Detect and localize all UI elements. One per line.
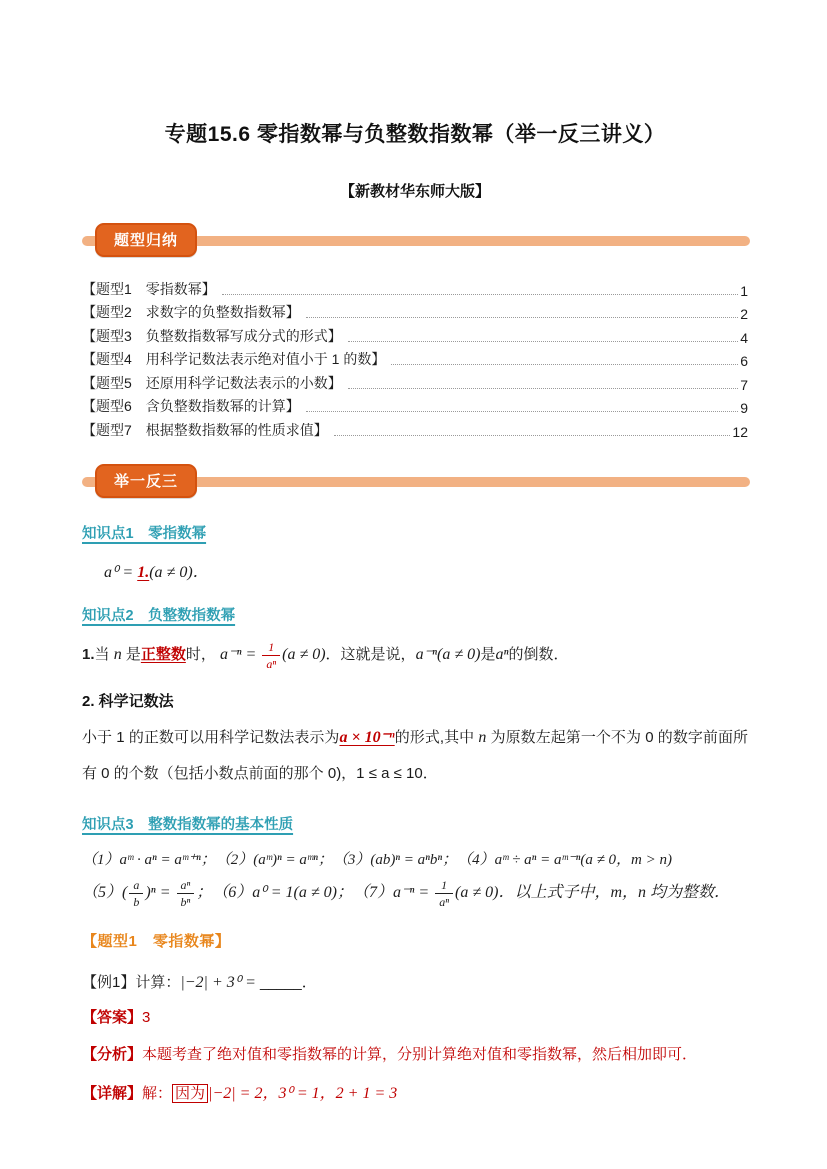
answer-line: [82, 1006, 748, 1027]
example-period: ．: [301, 974, 317, 992]
toc-entry-label: 【题型6 含负整数指数幂的计算】: [82, 398, 300, 414]
toc-entry-label: 【题型3 负整数指数幂写成分式的形式】: [82, 327, 342, 344]
kp3-properties-line-2: [82, 879, 748, 908]
section-banner-practice: [82, 464, 748, 498]
sci-text: 的形式,其中: [394, 728, 479, 746]
kp2-text: 是: [121, 645, 141, 663]
example-label: 【例1】: [82, 974, 136, 992]
sci-formula-highlight: a × 10⁻ⁿ: [339, 728, 395, 746]
kp2-var-an: aⁿ: [495, 645, 509, 663]
answer-blank: _____: [259, 974, 302, 992]
toc-dot-leader: [334, 435, 731, 436]
toc-dot-leader: [391, 364, 738, 365]
kp2-formula-lhs: a⁻ⁿ =: [220, 645, 261, 663]
kp3-fraction-1an: [435, 879, 453, 908]
table-of-contents: [82, 277, 748, 442]
kp3-text: )ⁿ =: [145, 884, 175, 902]
toc-entry-7[interactable]: [82, 418, 748, 442]
answer-label: 【答案】: [82, 1009, 143, 1027]
toc-entry-1[interactable]: [82, 277, 748, 301]
toc-entry-5[interactable]: [82, 371, 748, 395]
analysis-label: 【分析】: [82, 1046, 143, 1064]
kp2-rule-line: [82, 641, 748, 670]
page-title: 专题15.6 零指数幂与负整数指数幂（举一反三讲义）: [164, 123, 666, 146]
kp2-positive-integer-highlight: 正整数: [140, 645, 186, 663]
example-1-line: [82, 971, 748, 992]
knowledge-point-1-heading: 知识点1 零指数幂: [82, 525, 207, 542]
analysis-text: 本题考查了绝对值和零指数幂的计算，分别计算绝对值和零指数幂，然后相加即可．: [142, 1046, 698, 1064]
fraction-numerator: 1: [435, 879, 453, 894]
kp2-formula-repeat: a⁻ⁿ(a ≠ 0): [415, 645, 481, 663]
fraction-denominator: bⁿ: [180, 895, 191, 910]
knowledge-point-2-heading: 知识点2 负整数指数幂: [82, 607, 236, 624]
kp2-text: ．这就是说，: [325, 645, 416, 663]
toc-entry-6[interactable]: [82, 395, 748, 419]
kp3-text: （5）(: [82, 884, 128, 902]
toc-page-number: 1: [740, 282, 748, 299]
detail-label: 【详解】: [82, 1085, 143, 1103]
fraction-denominator: aⁿ: [266, 656, 277, 671]
type-summary-badge: 题型归纳: [95, 223, 197, 257]
toc-page-number: 12: [732, 423, 748, 440]
fraction-numerator: a: [129, 879, 143, 894]
toc-dot-leader: [348, 341, 738, 342]
example-text: 计算：: [135, 974, 181, 992]
scientific-notation-paragraph: [82, 719, 748, 792]
kp2-text: 当: [94, 645, 114, 663]
toc-page-number: 2: [740, 306, 748, 322]
detail-text: 解：: [142, 1085, 173, 1103]
toc-dot-leader: [222, 294, 738, 295]
kp2-var-n: n: [113, 645, 122, 663]
kp1-formula-lhs: a⁰ =: [104, 563, 138, 581]
toc-dot-leader: [306, 411, 738, 412]
toc-page-number: 9: [740, 400, 748, 416]
page-subtitle: 【新教材华东师大版】: [339, 183, 490, 200]
fraction-denominator: b: [133, 895, 140, 910]
kp3-properties-line-1: （1）aᵐ · aⁿ = aᵐ⁺ⁿ； （2）(aᵐ)ⁿ = aᵐⁿ； （3）(ab)ⁿ = aⁿbⁿ； （4）aᵐ ÷ aⁿ = aᵐ⁻ⁿ(a ≠ 0，m > n): [82, 852, 673, 869]
fraction-numerator: 1: [262, 641, 280, 656]
fraction-denominator: aⁿ: [439, 895, 450, 910]
kp3-text: (a ≠ 0)．以上式子中，m，n 均为整数．: [455, 884, 731, 902]
fraction-numerator: aⁿ: [177, 879, 195, 894]
kp3-fraction-anbn: [177, 879, 195, 908]
toc-entry-3[interactable]: [82, 324, 748, 348]
toc-page-number: 7: [740, 376, 748, 393]
kp1-formula-value: 1.: [137, 563, 150, 581]
kp2-condition: (a ≠ 0): [282, 645, 326, 663]
toc-entry-label: 【题型1 零指数幂】: [82, 280, 216, 297]
example-math: |−2| + 3⁰ =: [180, 974, 260, 992]
detail-math: |−2| = 2，3⁰ = 1，2 + 1 = 3: [208, 1085, 398, 1103]
toc-dot-leader: [348, 388, 738, 389]
toc-page-number: 4: [740, 329, 748, 346]
sci-var-n: n: [478, 728, 487, 746]
kp2-number: 1.: [82, 645, 95, 663]
practice-badge: 举一反三: [95, 464, 197, 498]
toc-entry-label: 【题型5 还原用科学记数法表示的小数】: [82, 374, 342, 391]
kp3-fraction-ab: [129, 879, 143, 908]
analysis-line: [82, 1043, 748, 1064]
kp1-formula-rhs: (a ≠ 0)．: [149, 563, 209, 581]
section-banner-type-summary: [82, 223, 748, 257]
answer-value: 3: [142, 1009, 151, 1027]
kp2-text: 时，: [185, 645, 221, 663]
kp2-fraction: [262, 641, 280, 670]
kp3-text: ； （6）a⁰ = 1(a ≠ 0)； （7）a⁻ⁿ =: [196, 884, 434, 902]
detail-line: [82, 1080, 748, 1103]
toc-dot-leader: [306, 317, 738, 318]
sci-text: 为原数左起第一个不为 0 的数字前面所有 0 的个数（包括小数点前面的那个 0)，1 ≤ a ≤ 10．: [82, 728, 748, 783]
kp2-text: 是: [480, 645, 496, 663]
toc-entry-2[interactable]: [82, 301, 748, 325]
toc-page-number: 6: [740, 353, 748, 369]
kp1-formula: [82, 559, 748, 582]
toc-entry-label: 【题型4 用科学记数法表示绝对值小于 1 的数】: [82, 351, 386, 367]
knowledge-point-3-heading: 知识点3 整数指数幂的基本性质: [82, 817, 294, 834]
sci-text: 小于 1 的正数可以用科学记数法表示为: [82, 728, 340, 746]
toc-entry-label: 【题型2 求数字的负整数指数幂】: [82, 304, 300, 320]
detail-boxed-word: 因为: [172, 1084, 208, 1103]
topic-1-heading: 【题型1 零指数幂】: [82, 933, 231, 951]
scientific-notation-heading: 2. 科学记数法: [82, 692, 174, 710]
kp2-text: 的倒数．: [508, 645, 569, 663]
toc-entry-4[interactable]: [82, 348, 748, 372]
toc-entry-label: 【题型7 根据整数指数幂的性质求值】: [82, 421, 328, 438]
